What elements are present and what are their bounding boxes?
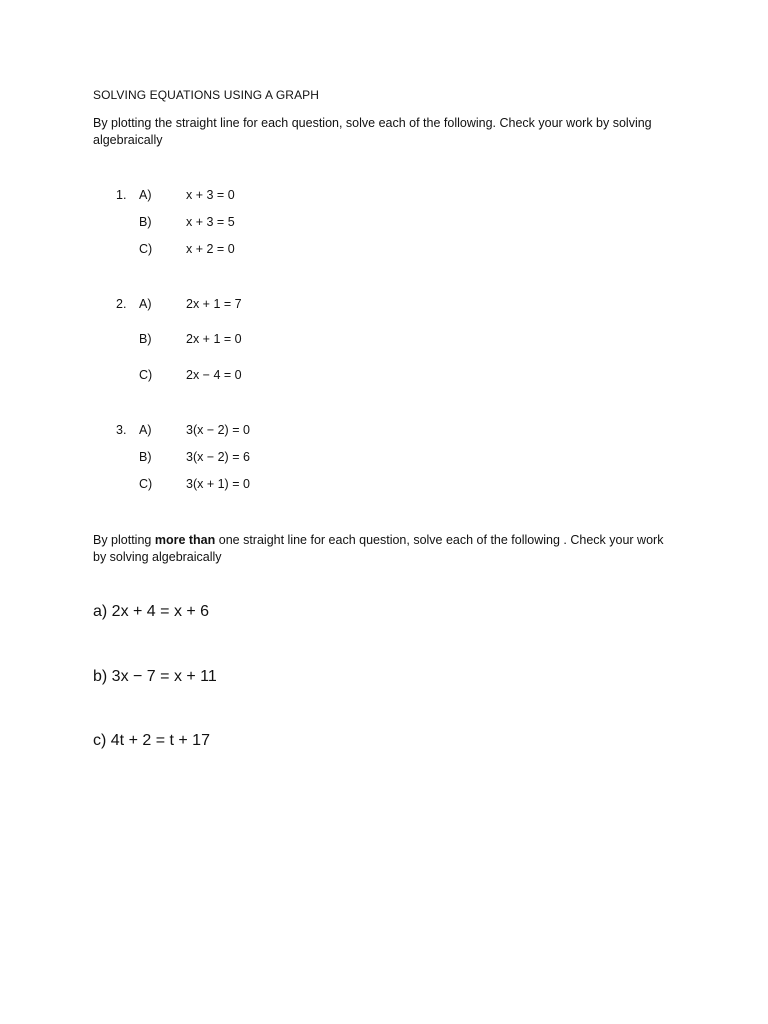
question-2c-equation: 2x − 4 = 0 [186, 368, 242, 382]
question-1b-equation: x + 3 = 5 [186, 215, 235, 229]
question-1c-equation: x + 2 = 0 [186, 242, 235, 256]
question-3b-equation: 3(x − 2) = 6 [186, 450, 250, 464]
question-1a-equation: x + 3 = 0 [186, 188, 235, 202]
question-3a-equation: 3(x − 2) = 0 [186, 423, 250, 437]
instructions-part-2-emphasis: more than [154, 533, 216, 547]
question-1a-label: A) [139, 188, 152, 202]
question-3-number: 3. [116, 423, 127, 437]
instructions-part-2 [93, 532, 673, 566]
instructions-part-1: By plotting the straight line for each question, solve each of the following. Check your work by solving algebraically [93, 116, 652, 147]
instructions-part-2-pre: By plotting [93, 533, 155, 547]
question-3a-label: A) [139, 423, 152, 437]
question-2b-label: B) [139, 332, 152, 346]
question-3b-label: B) [139, 450, 152, 464]
question-1c-label: C) [139, 242, 153, 256]
equation-c: c) 4t + 2 = t + 17 [93, 732, 210, 749]
question-2a-equation: 2x + 1 = 7 [186, 297, 242, 311]
question-2a-label: A) [139, 297, 152, 311]
question-3c-equation: 3(x + 1) = 0 [186, 477, 250, 491]
question-2c-label: C) [139, 368, 153, 382]
worksheet-title: SOLVING EQUATIONS USING A GRAPH [93, 88, 320, 102]
question-2b-equation: 2x + 1 = 0 [186, 332, 242, 346]
equation-b: b) 3x − 7 = x + 11 [93, 668, 217, 685]
question-3c-label: C) [139, 477, 153, 491]
question-1-number: 1. [116, 188, 127, 202]
question-2-number: 2. [116, 297, 127, 311]
instructions-part-2-post: one straight line for each question, solve each of the following . Check your work by solving algebraically [93, 533, 664, 564]
equation-a: a) 2x + 4 = x + 6 [93, 603, 210, 620]
question-1b-label: B) [139, 215, 152, 229]
